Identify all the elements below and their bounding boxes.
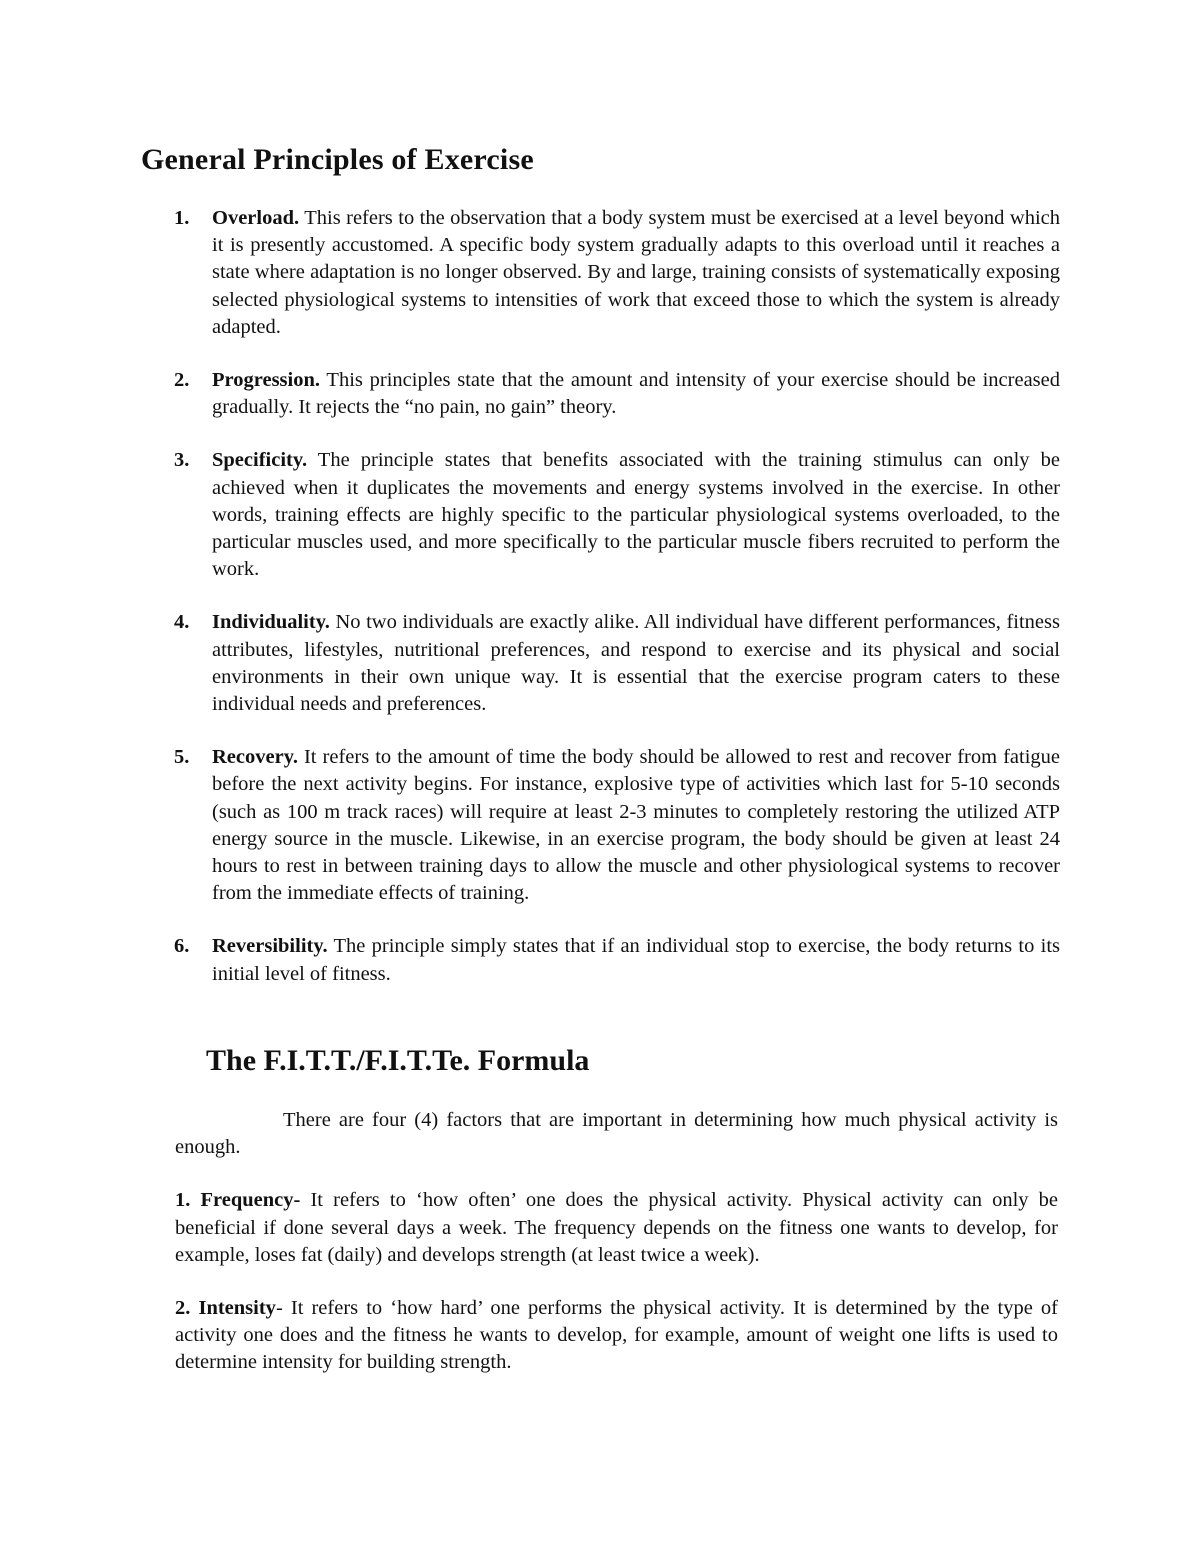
principles-list xyxy=(174,205,1060,1014)
principle-term: Reversibility. xyxy=(212,935,328,958)
principle-text: No two individuals are exactly alike. All individual have different performances, fitness attributes, lifestyles, nutritional preferences, and respond to exercise and its physical and social environments in their own unique way. It is essential that the exercise program caters to these individual needs and preferences. xyxy=(212,611,1060,716)
list-item-number: 1. xyxy=(174,207,190,229)
list-item xyxy=(174,933,1060,987)
list-item-number: 2. xyxy=(174,369,190,392)
principle-text: The principle states that benefits associated with the training stimulus can only be achieved when it duplicates the movements and energy systems involved in the exercise. In other words, training effects are highly specific to the particular physiological systems overloaded, to the particular muscles used, and more specifically to the particular muscle fibers recruited to perform the work. xyxy=(212,449,1060,581)
principle-term: Progression. xyxy=(212,369,321,392)
principle-term: Recovery. xyxy=(212,746,298,769)
list-item xyxy=(174,744,1060,907)
list-item-number: 6. xyxy=(174,935,190,958)
list-item xyxy=(174,367,1060,421)
principle-text: It refers to the amount of time the body should be allowed to rest and recover from fatigue before the next activity begins. For instance, explosive type of activities which last for 5-10 seconds (such as 100 m track races) will require at least 2-3 minutes to completely restoring the utilized ATP energy source in the muscle. Likewise, in an exercise program, the body should be given at least 24 hours to rest in between training days to allow the muscle and other physiological systems to recover from the immediate effects of training. xyxy=(212,746,1060,905)
list-item xyxy=(174,205,1060,341)
principle-term: Individuality. xyxy=(212,611,330,634)
fitt-section xyxy=(175,1107,1058,1403)
fitt-intro: There are four (4) factors that are important in determining how much physical activity is enough. xyxy=(175,1109,1058,1159)
list-item xyxy=(174,609,1060,718)
list-item-number: 4. xyxy=(174,611,190,634)
principle-text: The principle simply states that if an individual stop to exercise, the body returns to its initial level of fitness. xyxy=(212,935,1060,985)
factor-term: 1. Frequency- xyxy=(175,1189,301,1212)
principle-term: Overload. xyxy=(212,207,300,229)
list-item xyxy=(174,447,1060,583)
principle-text: This principles state that the amount and intensity of your exercise should be increased gradually. It rejects the “no pain, no gain” theory. xyxy=(212,369,1060,419)
list-item-number: 5. xyxy=(174,746,190,769)
principle-term: Specificity. xyxy=(212,449,308,472)
principle-text: This refers to the observation that a body system must be exercised at a level beyond which it is presently accustomed. A specific body system gradually adapts to this overload until it reaches a state where adaptation is no longer observed. By and large, training consists of systematically exposing selected physiological systems to intensities of work that exceed those to which the system is already adapted. xyxy=(212,207,1060,338)
page-title: General Principles of Exercise xyxy=(141,143,534,176)
factor-term: 2. Intensity xyxy=(175,1297,276,1320)
factor-text: - It refers to ‘how hard’ one performs the physical activity. It is determined by the type of activity one does and the fitness he wants to develop, for example, amount of weight one lifts is used to determine intensity for building strength. xyxy=(175,1297,1058,1374)
fitt-factor-intensity xyxy=(175,1295,1058,1377)
section-heading-fitt: The F.I.T.T./F.I.T.Te. Formula xyxy=(206,1044,590,1077)
fitt-factor-frequency xyxy=(175,1187,1058,1269)
list-item-number: 3. xyxy=(174,449,190,472)
factor-text: It refers to ‘how often’ one does the physical activity. Physical activity can only be beneficial if done several days a week. The frequency depends on the fitness one wants to develop, for example, loses fat (daily) and develops strength (at least twice a week). xyxy=(175,1189,1059,1266)
